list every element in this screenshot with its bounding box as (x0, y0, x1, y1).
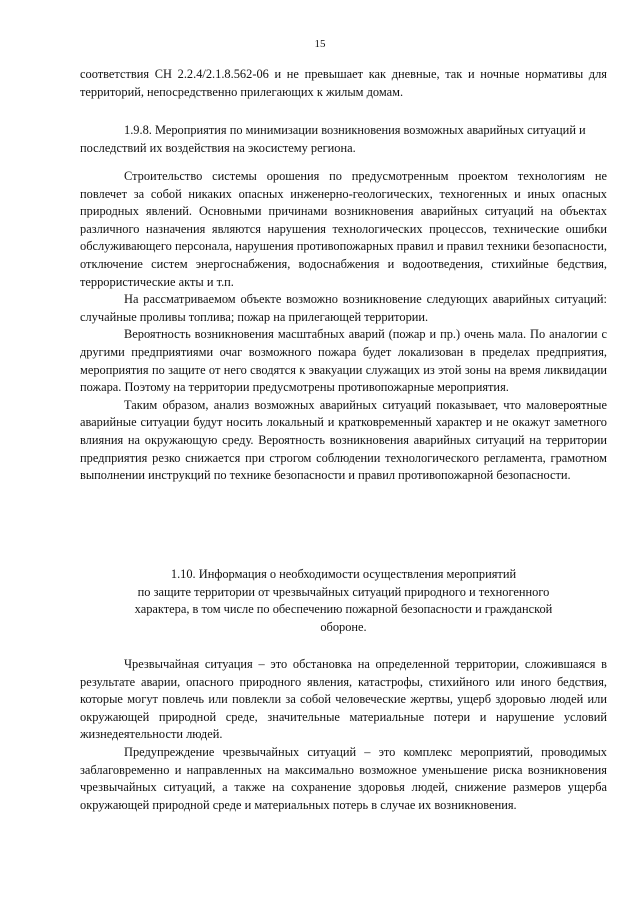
intro-block (80, 66, 607, 101)
section-heading-1-9-8: 1.9.8. Мероприятия по минимизации возникновения возможных аварийных ситуаций и последствий их воздействия на экосистему региона. (80, 123, 586, 155)
heading-line: по защите территории от чрезвычайных ситуаций природного и техногенного (137, 584, 550, 599)
heading-line: обороне. (320, 619, 367, 634)
section-1-9-8-body (80, 168, 607, 485)
section-heading-1-10 (80, 566, 607, 636)
page-number: 15 (314, 38, 326, 50)
paragraph-possible-accidents: На рассматриваемом объекте возможно возникновение следующих аварийных ситуаций: случайные проливы топлива; пожар на прилегающей территории. (80, 292, 607, 324)
paragraph-probability: Вероятность возникновения масштабных аварий (пожар и пр.) очень мала. По аналогии с другими предприятиями очаг возможного пожара будет локализован в пределах предприятия, мероприятия по защите от него сводятся к эвакуации служащих из этой зоны на время ликвидации пожара. Поэтому на территории предусмотрены противопожарные мероприятия. (80, 327, 607, 395)
paragraph-prevention-definition: Предупреждение чрезвычайных ситуаций – это комплекс мероприятий, проводимых заблаговременно и направленных на максимально возможное уменьшение риска возникновения чрезвычайных ситуаций, а также на сохранение здоровья людей, снижение размеров ущерба окружающей природной среде и материальных потерь в случае их возникновения. (80, 744, 607, 812)
heading-line: характера, в том числе по обеспечению пожарной безопасности и гражданской (134, 602, 553, 617)
intro-paragraph: соответствия СН 2.2.4/2.1.8.562-06 и не превышает как дневные, так и ночные нормативы для территорий, непосредственно прилегающих к жилым домам. (80, 67, 607, 99)
paragraph-emergency-definition: Чрезвычайная ситуация – это обстановка на определенной территории, сложившаяся в результате аварии, опасного природного явления, катастрофы, стихийного или иного бедствия, которые могут повлечь или повлекли за собой человеческие жертвы, ущерб здоровью людей или окружающей природной среде, значительные материальные потери и нарушение условий жизнедеятельности людей. (80, 657, 607, 742)
paragraph-construction: Строительство системы орошения по предусмотренным проектом технологиям не повлечет за собой никаких опасных инженерно-геологических, техногенных и иных опасных природных явлений. Основными причинами возникновения аварийных ситуаций на объектах различного назначения являются нарушения технологических процессов, технические ошибки обслуживающего персонала, нарушения противопожарных правил и правил техники безопасности, отключение систем энергоснабжения, водоснабжения и водоотведения, стихийные бедствия, террористические акты и т.п. (80, 169, 607, 289)
heading-line: 1.10. Информация о необходимости осуществления мероприятий (170, 567, 517, 581)
section-1-10-body (80, 656, 607, 814)
paragraph-conclusion: Таким образом, анализ возможных аварийных ситуаций показывает, что маловероятные аварийные ситуации будут носить локальный и кратковременный характер и не окажут заметного влияния на окружающую среду. Вероятность возникновения аварийных ситуаций на территории предприятия резко снижается при строгом соблюдении технологического регламента, грамотном выполнении инструкций по технике безопасности и правил противопожарной безопасности. (80, 397, 607, 483)
